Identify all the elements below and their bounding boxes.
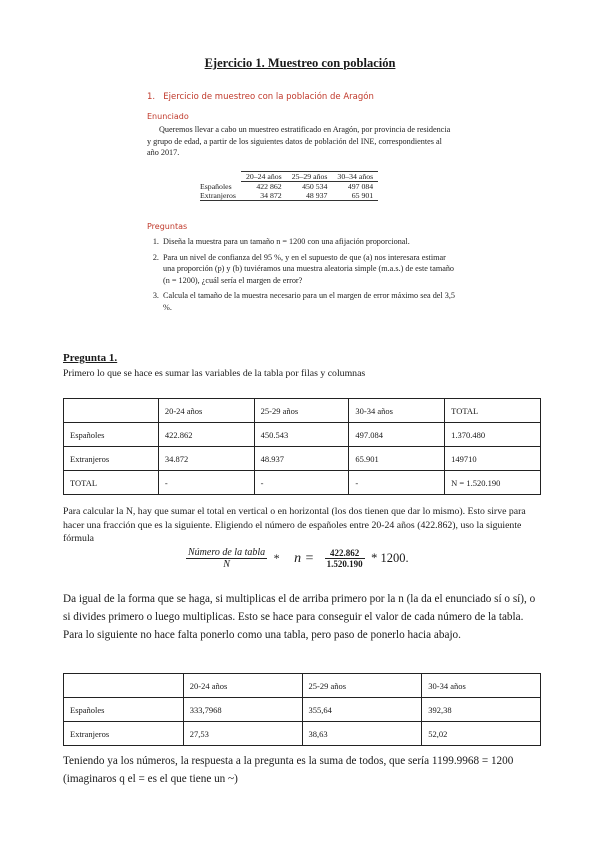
n-equals: n =: [294, 550, 315, 566]
pregunta1-heading: Pregunta 1.: [63, 352, 118, 364]
paragraph-1: Para calcular la N, hay que sumar el total en vertical o en horizontal (los dos tienen que dar lo mismo). Esto sirve para hacer una fracción que es la siguiente. Eligiendo el número de españoles entre 20-24 años (422.862), uso la siguiente fórmula: [63, 506, 526, 544]
paragraph-2: Da igual de la forma que se haga, si multiplicas el de arriba primero por la n (la da el enunciado sí o sí), o si divides primero o luego multiplicas. Esto se hace para conseguir el valor de cada número de la tabla. Para lo siguiente no hace falta ponerlo como una tabla, pero paso de ponerlo hacia abajo.: [63, 593, 536, 641]
mini-row-label: Españoles: [200, 181, 232, 191]
table-cell: 38,63: [302, 722, 422, 746]
mini-row-label: Extranjeros: [200, 191, 241, 201]
totals-table: [63, 398, 541, 495]
table-cell: -: [349, 471, 445, 495]
fraction-left-numerator: Número de la tabla: [188, 547, 266, 558]
formula: [186, 547, 409, 570]
enunciado-text: Queremos llevar a cabo un muestreo estratificado en Aragón, por provincia de residencia y grupo de edad, a partir de los siguientes datos de población del INE, correspondientes al año 2017.: [147, 125, 451, 157]
table-cell: 65.901: [349, 447, 445, 471]
table-cell: 27,53: [183, 722, 302, 746]
fraction-right-denominator: 1.520.190: [326, 559, 363, 569]
table-cell: 48.937: [254, 447, 349, 471]
table-cell: 497.084: [349, 423, 445, 447]
section-number: 1.: [147, 92, 156, 102]
population-mini-table: [200, 171, 378, 201]
row-label: Españoles: [64, 698, 184, 722]
mini-header: 30–34 años: [332, 172, 378, 182]
paragraph-3: Teniendo ya los números, la respuesta a la pregunta es la suma de todos, que sería 1199.9968 = 1200 (imaginaros q el = es el que tiene un ~): [63, 755, 514, 785]
table-row: [64, 423, 541, 447]
pregunta-item: 1. Diseña la muestra para un tamaño n = 1200 con una afijación proporcional.: [161, 236, 457, 248]
table-cell: N = 1.520.190: [445, 471, 541, 495]
table-cell: 34.872: [158, 447, 254, 471]
header-cell: 25-29 años: [302, 674, 422, 698]
table-cell: 52,02: [422, 722, 541, 746]
mini-cell: 450 534: [302, 182, 328, 191]
header-cell: TOTAL: [445, 399, 541, 423]
table-row: [64, 447, 541, 471]
multiply-n: * 1200.: [371, 551, 409, 565]
table-header-row: [64, 399, 541, 423]
header-cell: [64, 674, 184, 698]
pregunta-item: 2. Para un nivel de confianza del 95 %, y en el supuesto de que (a) nos interesara estimar una proporción (p) y (b) tuviéramos una muestra aleatoria simple (m.a.s.) de este tamaño (n = 1200), ¿cuál sería el margen de error?: [161, 252, 457, 287]
fraction-left-denominator: N: [223, 559, 230, 570]
table-cell: -: [254, 471, 349, 495]
row-label: Extranjeros: [64, 722, 184, 746]
table-cell: 149710: [445, 447, 541, 471]
page-title: Ejercicio 1. Muestreo con población: [204, 56, 396, 70]
table-cell: 1.370.480: [445, 423, 541, 447]
table-cell: 392,38: [422, 698, 541, 722]
preguntas-list: [147, 236, 457, 317]
table-cell: 422.862: [158, 423, 254, 447]
pregunta-item: 3. Calcula el tamaño de la muestra necesario para un el margen de error máximo sea del 3,5 %.: [161, 290, 457, 313]
header-cell: 20-24 años: [158, 399, 254, 423]
mini-cell: 422 862: [256, 182, 282, 191]
results-table: [63, 673, 541, 746]
table-cell: 355,64: [302, 698, 422, 722]
mini-cell: 48 937: [287, 191, 333, 201]
row-label: Extranjeros: [64, 447, 159, 471]
header-cell: [64, 399, 159, 423]
mini-header: 25–29 años: [287, 172, 333, 182]
section-title: Ejercicio de muestreo con la población de Aragón: [163, 92, 374, 102]
table-cell: 333,7968: [183, 698, 302, 722]
table-cell: -: [158, 471, 254, 495]
row-label: TOTAL: [64, 471, 159, 495]
header-cell: 25-29 años: [254, 399, 349, 423]
table-row: [64, 722, 541, 746]
table-row: [64, 471, 541, 495]
table-cell: 450.543: [254, 423, 349, 447]
embedded-section-heading: [147, 92, 374, 102]
mini-cell: 34 872: [241, 191, 287, 201]
preguntas-label: Preguntas: [147, 222, 188, 231]
header-cell: 30-34 años: [349, 399, 445, 423]
mini-cell: 65 901: [332, 191, 378, 201]
header-cell: 30-34 años: [422, 674, 541, 698]
table-row: [64, 698, 541, 722]
table-header-row: [64, 674, 541, 698]
row-label: Españoles: [64, 423, 159, 447]
multiply-sign: *: [273, 551, 280, 565]
fraction-right: [325, 548, 365, 569]
mini-cell: 497 084: [347, 182, 374, 191]
enunciado-label: Enunciado: [147, 112, 189, 121]
header-cell: 20-24 años: [183, 674, 302, 698]
pregunta1-intro: Primero lo que se hace es sumar las variables de la tabla por filas y columnas: [63, 368, 366, 379]
fraction-right-numerator: 422.862: [325, 548, 365, 559]
mini-header: 20–24 años: [241, 172, 287, 182]
fraction-left: [186, 547, 267, 570]
